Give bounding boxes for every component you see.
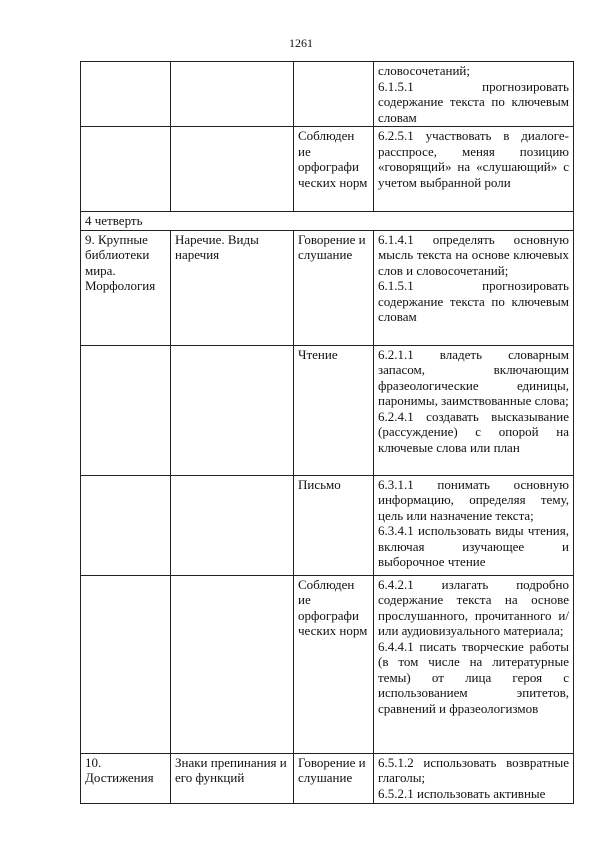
goal-item: 6.1.5.1 прогнозировать содержание текста по ключевым словам [378, 278, 569, 324]
quarter-label: 4 четверть [81, 212, 574, 231]
curriculum-table [80, 61, 574, 804]
skill-cell: Чтение [294, 345, 374, 475]
goal-cell [374, 753, 574, 803]
table-row [81, 230, 574, 345]
goal-cell [374, 127, 574, 212]
table-row [81, 475, 574, 575]
goal-item: 6.1.5.1 прогнозировать содержание текста по ключевым словам [378, 78, 569, 125]
goal-item: 6.4.4.1 писать творческие работы (в том числе на литературные темы) от лица героя с использованием эпитетов, сравнений и фразеологизмов [378, 638, 569, 716]
topic-cell [81, 575, 171, 753]
goal-cell [374, 62, 574, 127]
skill-cell: Соблюден ие орфографи ческих норм [294, 127, 374, 212]
goal-item: 6.2.5.1 участвовать в диалоге-расспросе, меняя позицию «говорящий» на «слушающий» с учетом выбранной роли [378, 128, 569, 190]
goal-item: 6.5.1.2 использовать возвратные глаголы; [378, 754, 569, 785]
skill-cell: Говорение и слушание [294, 753, 374, 803]
topic-cell [81, 127, 171, 212]
table-row [81, 753, 574, 803]
skill-cell: Говорение и слушание [294, 230, 374, 345]
topic-cell [81, 475, 171, 575]
table-row [81, 575, 574, 753]
skill-cell [294, 62, 374, 127]
subtopic-cell [171, 62, 294, 127]
skill-cell: Соблюден ие орфографи ческих норм [294, 575, 374, 753]
subtopic-cell: Знаки препинания и его функций [171, 753, 294, 803]
goal-cell [374, 475, 574, 575]
topic-cell [81, 345, 171, 475]
subtopic-cell [171, 345, 294, 475]
page-number: 1261 [289, 36, 313, 50]
goal-item: 6.3.1.1 понимать основную информацию, определяя тему, цель или назначение текста; [378, 476, 569, 523]
subtopic-cell [171, 127, 294, 212]
goal-item: словосочетаний; [378, 63, 470, 78]
topic-cell [81, 62, 171, 127]
goal-cell [374, 575, 574, 753]
goal-item: 6.1.4.1 определять основную мысль текста на основе ключевых слов и словосочетаний; [378, 231, 569, 278]
goal-item: 6.3.4.1 использовать виды чтения, включая изучающее и выборочное чтение [378, 523, 569, 569]
goal-cell [374, 230, 574, 345]
goal-item: 6.5.2.1 использовать активные [378, 785, 546, 801]
topic-cell: 9. Крупные библиотеки мира. Морфология [81, 230, 171, 345]
topic-cell: 10. Достижения [81, 753, 171, 803]
goal-item: 6.4.2.1 излагать подробно содержание текста на основе прослушанного, прочитанного и/или аудиовизуального материала; [378, 576, 569, 638]
quarter-row [81, 212, 574, 231]
skill-cell: Письмо [294, 475, 374, 575]
table-row [81, 62, 574, 127]
goal-cell [374, 345, 574, 475]
table-row [81, 127, 574, 212]
subtopic-cell [171, 475, 294, 575]
subtopic-cell: Наречие. Виды наречия [171, 230, 294, 345]
subtopic-cell [171, 575, 294, 753]
goal-item: 6.2.4.1 создавать высказывание (рассуждение) с опорой на ключевые слова или план [378, 408, 569, 455]
table-row [81, 345, 574, 475]
goal-item: 6.2.1.1 владеть словарным запасом, включающим фразеологические единицы, паронимы, заимствованные слова; [378, 346, 569, 408]
